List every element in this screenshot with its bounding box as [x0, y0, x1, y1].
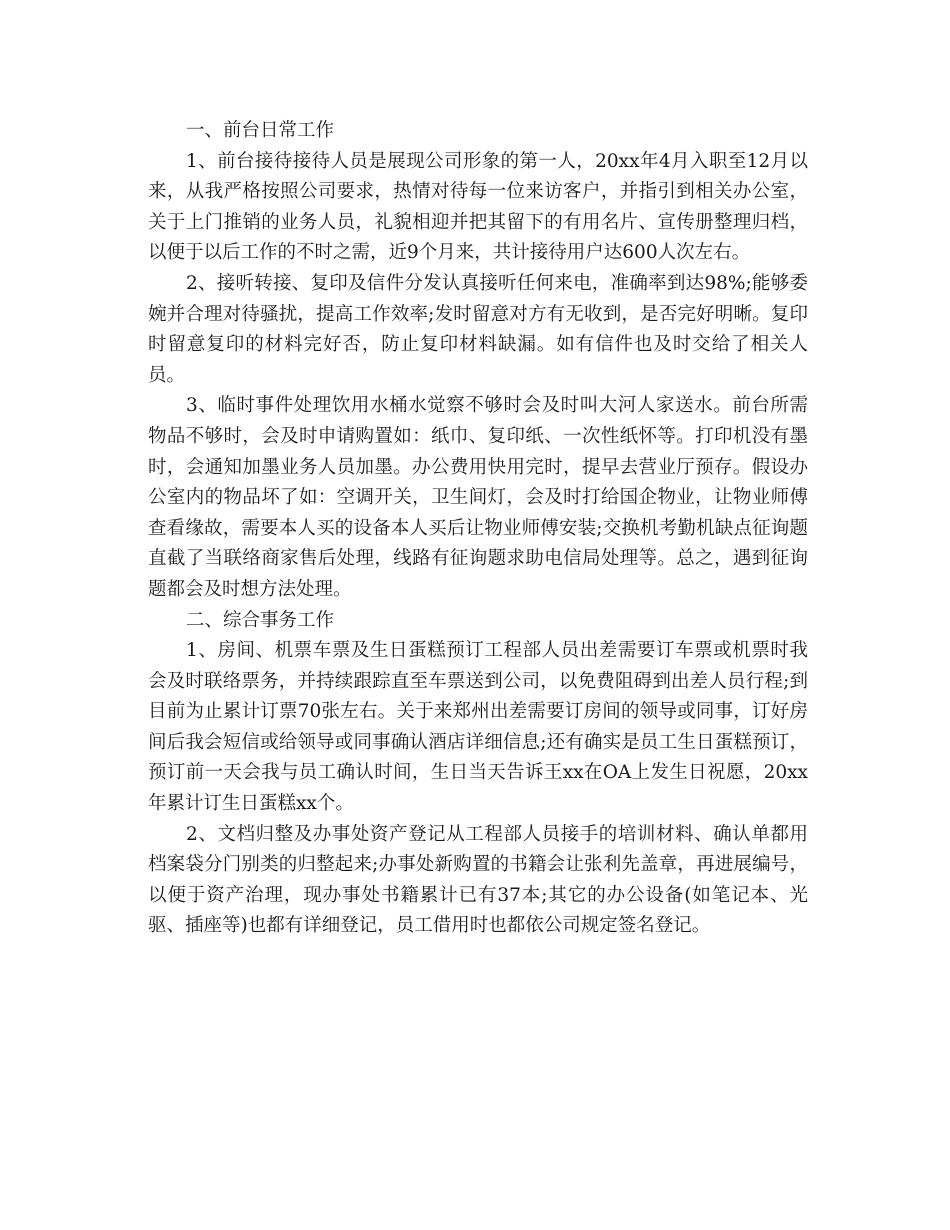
paragraph-phone-copy-mail: 2、接听转接、复印及信件分发认真接听任何来电，准确率到达98%;能够委婉并合理对待骚扰，提高工作效率;发时留意对方有无收到，是否完好明晰。复印时留意复印的材料完好否，防止复印材料缺漏。如有信件也及时交给了相关人员。 [148, 272, 808, 386]
paragraph-incident-handling: 3、临时事件处理饮用水桶水觉察不够时会及时叫大河人家送水。前台所需物品不够时，会及时申请购置如：纸巾、复印纸、一次性纸怀等。打印机没有墨时，会通知加墨业务人员加墨。办公费用快用完时，提早去营业厅预存。假设办公室内的物品坏了如：空调开关，卫生间灯，会及时打给国企物业，让物业师傅查看缘故，需要本人买的设备本人买后让物业师傅安装;交换机考勤机缺点征询题直截了当联络商家售后处理，线路有征询题求助电信局处理等。总之，遇到征询题都会及时想方法处理。 [148, 395, 808, 600]
paragraph-archive-assets: 2、文档归整及办事处资产登记从工程部人员接手的培训材料、确认单都用档案袋分门别类的归整起来;办事处新购置的书籍会让张利先盖章，再进展编号，以便于资产治理，现办事处书籍累计已有37本;其它的办公设备(如笔记本、光驱、插座等)也都有详细登记，员工借用时也都依公司规定签名登记。 [148, 823, 808, 937]
document-body [148, 116, 808, 942]
paragraph-reception: 1、前台接待接待人员是展现公司形象的第一人，20xx年4月入职至12月以来，从我严格按照公司要求，热情对待每一位来访客户，并指引到相关办公室，关于上门推销的业务人员，礼貌相迎并把其留下的有用名片、宣传册整理归档，以便于以后工作的不时之需，近9个月来，共计接待用户达600人次左右。 [148, 150, 808, 264]
paragraph-booking: 1、房间、机票车票及生日蛋糕预订工程部人员出差需要订车票或机票时我会及时联络票务，并持续跟踪直至车票送到公司，以免费阻碍到出差人员行程;到目前为止累计订票70张左右。关于来郑州出差需要订房间的领导或同事，订好房间后我会短信或给领导或同事确认酒店详细信息;还有确实是员工生日蛋糕预订，预订前一天会我与员工确认时间，生日当天告诉王xx在OA上发生日祝愿，20xx年累计订生日蛋糕xx个。 [148, 640, 808, 815]
section-heading-front-desk: 一、前台日常工作 [186, 120, 335, 141]
section-heading-general-affairs: 二、综合事务工作 [186, 609, 335, 631]
